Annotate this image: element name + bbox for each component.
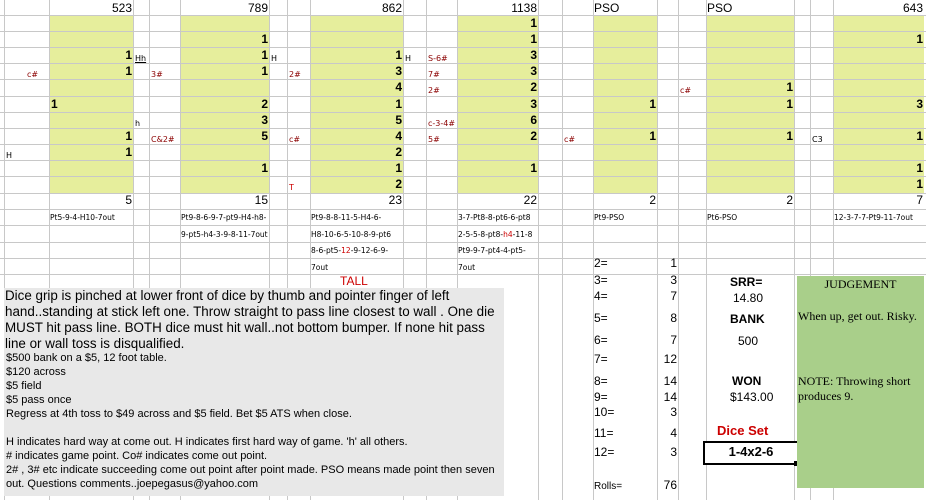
col-a-side-label: c# [27, 70, 39, 79]
notes-bank-line: $500 bank on a $5, 12 foot table. [6, 352, 167, 364]
col-b-value: 1 [261, 48, 268, 62]
roll-count-label: 10= [594, 405, 615, 419]
col-g-sequence: 12-3-7-7-Pt9-11-7out [834, 213, 913, 222]
col-e-side-label: c# [564, 135, 576, 144]
roll-count-value: 4 [670, 426, 677, 440]
col-b-total: 15 [254, 193, 268, 207]
col-f-side-label: c# [680, 86, 692, 95]
roll-count-label: 12= [594, 445, 615, 459]
tall-label: TALL [340, 274, 368, 288]
col-d-value: 3 [530, 64, 537, 78]
col-c-value: 3 [395, 64, 402, 78]
roll-count-label: 8= [594, 374, 608, 388]
roll-count-label: 6= [594, 333, 608, 347]
col-b-value: 1 [261, 161, 268, 175]
col-e-total: 2 [649, 193, 656, 207]
roll-count-value: 14 [663, 374, 677, 388]
notes-legend-pso: 2# , 3# etc indicate succeeding come out point after point made. PSO means made point then seven out. Questions comments..joepegasus@yahoo.com [6, 464, 495, 490]
col-b-value: 2 [261, 97, 268, 111]
col-a-value: 1 [125, 48, 132, 62]
col-f-total: 2 [786, 193, 793, 207]
header-1138: 1138 [511, 1, 537, 15]
col-c-side-label: c-3-4# [428, 119, 456, 128]
roll-count-label: 11= [594, 426, 614, 440]
col-d-seq-part: -11-8 [512, 230, 533, 239]
bank-label: BANK [730, 312, 765, 326]
roll-count-value: 3 [670, 405, 677, 419]
col-c-value: 4 [395, 80, 402, 94]
won-value: $143.00 [730, 390, 774, 404]
roll-count-label: 2= [594, 256, 608, 270]
col-c-seq-part: 8-6-pt5- [311, 246, 342, 255]
col-d-value: 2 [530, 129, 537, 143]
rolls-total: 76 [663, 478, 677, 492]
notes-legend-hardway: H indicates hard way at come out. H indicates first hard way of game. 'h' all others. [6, 436, 408, 448]
col-d-value: 6 [530, 113, 537, 127]
col-g-value: 1 [916, 32, 923, 46]
col-b-value: 5 [261, 129, 268, 143]
col-c-value: 2 [395, 145, 402, 159]
roll-count-label: 3= [594, 273, 608, 287]
notes-intro: Dice grip is pinched at lower front of dice by thumb and pointer finger of left hand..standing at stick left one. Throw straight to pass line closest to wall . One die MUST hit pass line. BOTH dice must hit wall..not bottom bumper. If none hit pass line or wall toss is disqualified. [5, 288, 495, 351]
col-d-value: 1 [530, 161, 537, 175]
notes-bet-across: $120 across [6, 366, 66, 378]
notes-bet-pass: $5 pass once [6, 394, 72, 406]
col-d-sequence: 3-7-Pt8-8-pt6-6-pt8 [458, 213, 531, 222]
srr-value: 14.80 [733, 291, 764, 305]
col-a-sequence: Pt5-9-4-H10-7out [50, 213, 115, 222]
roll-count-value: 12 [663, 352, 677, 366]
col-c-value: 4 [395, 129, 402, 143]
header-pso-2: PSO [707, 1, 733, 15]
header-643: 643 [902, 1, 923, 15]
col-c-value: 5 [395, 113, 402, 127]
notes-regress: Regress at 4th toss to $49 across and $5 field. Bet $5 ATS when close. [6, 408, 352, 420]
col-c-total: 23 [388, 193, 402, 207]
col-a-value: 1 [125, 145, 132, 159]
dice-set-cell[interactable] [703, 441, 799, 465]
header-523: 523 [111, 1, 132, 15]
col-a-value: 1 [51, 97, 58, 111]
col-b-sequence: Pt9-8-6-9-7-pt9-H4-h8- [181, 213, 267, 222]
col-b-label-c2: C&2# [151, 135, 175, 144]
col-d-value: 3 [530, 48, 537, 62]
rolls-label: Rolls= [594, 481, 623, 492]
won-label: WON [732, 374, 762, 388]
roll-count-value: 7 [670, 333, 677, 347]
srr-label: SRR= [730, 275, 763, 289]
col-b-value: 1 [261, 32, 268, 46]
col-a-value: 1 [125, 129, 132, 143]
bank-value: 500 [738, 334, 759, 348]
col-d-value: 1 [530, 16, 537, 30]
col-f-sequence: Pt6-PSO [707, 213, 738, 222]
col-g-side-label: C3 [812, 135, 823, 144]
col-c-side-label: 2# [428, 86, 440, 95]
col-a-total: 5 [125, 193, 132, 207]
col-c-value: 2 [395, 177, 402, 191]
col-c-sequence [311, 244, 388, 258]
roll-count-label: 5= [594, 311, 608, 325]
col-d-value: 2 [530, 80, 537, 94]
dice-set-value: 1-4x2-6 [728, 444, 774, 459]
col-d-value: 3 [530, 97, 537, 111]
col-d-sequence [458, 228, 532, 242]
col-c-sequence: 7out [311, 263, 329, 272]
roll-count-label: 4= [594, 289, 608, 303]
col-d-sequence: 7out [458, 263, 476, 272]
col-d-total: 22 [523, 193, 537, 207]
col-b-label-h: h [135, 119, 141, 128]
col-b-right-label: 2# [289, 70, 301, 79]
col-d-value: 1 [530, 32, 537, 46]
header-789: 789 [247, 1, 268, 15]
col-c-value: 1 [395, 48, 402, 62]
roll-count-value: 14 [663, 390, 677, 404]
roll-count-label: 7= [594, 352, 608, 366]
col-e-sequence: Pt9-PSO [594, 213, 625, 222]
notes-bet-field: $5 field [6, 380, 42, 392]
col-b-right-label: c# [289, 135, 301, 144]
col-d-sequence: Pt9-9-7-pt4-4-pt5- [458, 246, 526, 255]
col-e-value: 1 [649, 129, 656, 143]
col-c-value: 1 [395, 97, 402, 111]
header-pso-1: PSO [594, 1, 620, 15]
col-b-right-label: H [271, 54, 278, 63]
column-a-fill [49, 15, 133, 193]
col-c-side-label: H [405, 54, 412, 63]
col-g-total: 7 [916, 193, 923, 207]
roll-count-value: 8 [670, 311, 677, 325]
col-c-side-label: 5# [428, 135, 440, 144]
judgement-line1: When up, get out. Risky. [798, 309, 917, 323]
dice-set-label: Dice Set [717, 423, 769, 438]
col-b-label-hh: Hh [135, 54, 147, 63]
roll-count-value: 7 [670, 289, 677, 303]
col-b-right-label: T [289, 183, 294, 192]
col-c-side-label: 7# [428, 70, 440, 79]
col-f-value: 1 [786, 80, 793, 94]
col-d-seq-part: h4 [503, 230, 513, 239]
col-b-sequence: 9-pt5-h4-3-9-8-11-7out [181, 230, 268, 239]
roll-count-label: 9= [594, 390, 608, 404]
col-f-value: 1 [786, 129, 793, 143]
col-a-side-label: H [6, 151, 13, 160]
col-c-seq-part: -9-12-6-9- [350, 246, 389, 255]
col-b-value: 1 [261, 64, 268, 78]
col-c-side-label: S-6# [428, 54, 448, 63]
notes-legend-point: # indicates game point. Co# indicates come out point. [6, 450, 268, 462]
col-g-value: 1 [916, 177, 923, 191]
col-b-label-3: 3# [151, 70, 163, 79]
roll-count-value: 1 [670, 256, 677, 270]
roll-count-value: 3 [670, 273, 677, 287]
judgement-box [797, 276, 924, 488]
col-e-value: 1 [649, 97, 656, 111]
header-862: 862 [381, 1, 402, 15]
col-g-value: 1 [916, 161, 923, 175]
col-c-value: 1 [395, 161, 402, 175]
col-d-seq-part: 2-5-5-8-pt8- [458, 230, 504, 239]
roll-count-value: 3 [670, 445, 677, 459]
col-c-seq-part: 12 [341, 246, 351, 255]
col-a-value: 1 [125, 64, 132, 78]
col-c-sequence: Pt9-8-8-11-5-H4-6- [311, 213, 382, 222]
col-g-value: 3 [916, 97, 923, 111]
judgement-line2: NOTE: Throwing short produces 9. [798, 374, 911, 403]
col-b-value: 3 [261, 113, 268, 127]
col-f-value: 1 [786, 97, 793, 111]
judgement-title: JUDGEMENT [824, 277, 897, 291]
col-g-value: 1 [916, 129, 923, 143]
col-c-sequence: H8-10-6-5-10-8-9-pt6 [311, 230, 392, 239]
